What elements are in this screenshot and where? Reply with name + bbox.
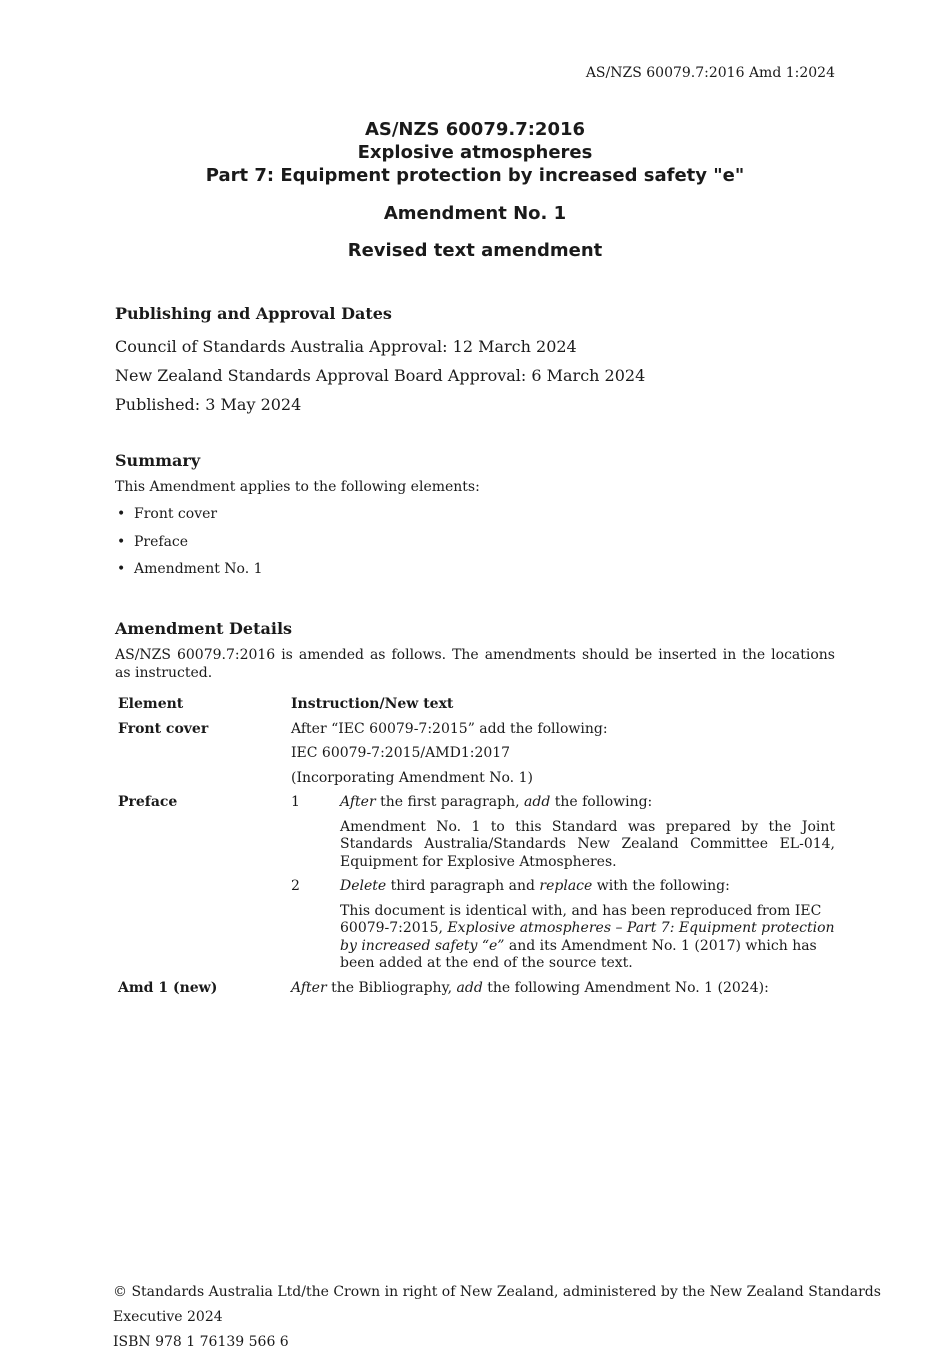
front-cover-instruction: After “IEC 60079-7:2015” add the following: [291,720,608,737]
approval-line-new-zealand: New Zealand Standards Approval Board Approval: 6 March 2024 [115,366,646,385]
row-element-amd1: Amd 1 (new) [118,979,218,996]
amendment-details-heading: Amendment Details [115,619,293,638]
summary-section [115,450,835,584]
header-doc-reference: AS/NZS 60079.7:2016 Amd 1:2024 [585,65,835,81]
table-row [115,973,835,998]
column-header-instruction: Instruction/New text [291,696,454,712]
front-cover-new-text-note: (Incorporating Amendment No. 1) [291,769,533,786]
list-item: • Front cover [115,501,835,529]
approval-line-australia: Council of Standards Australia Approval: 12 March 2024 [115,337,577,356]
preface-item1-new-text: Amendment No. 1 to this Standard was prepared by the Joint Standards Australia/Standards New Zealand Committee EL-014, Equipment for Explosive Atmospheres. [340,818,835,870]
summary-heading: Summary [115,451,201,470]
row-element-preface: Preface [118,794,178,810]
publishing-section [115,303,835,419]
table-row [115,896,835,973]
summary-list [115,501,835,584]
table-row [115,871,835,896]
amendment-details-intro: AS/NZS 60079.7:2016 is amended as follows. The amendments should be inserted in the locations as instructed. [115,647,835,681]
isbn: ISBN 978 1 76139 566 6 [113,1334,289,1350]
column-header-element: Element [118,696,184,712]
list-item: • Amendment No. 1 [115,556,835,584]
amendment-number: Amendment No. 1 [383,203,567,224]
list-item: • Preface [115,529,835,557]
table-header-row [115,696,835,714]
preface-item2-new-text: This document is identical with, and has been reproduced from IEC 60079-7:2015, Explosive atmospheres – Part 7: Equipment protection by increased safety “e” and its Amendment No. 1 (2017) which has been added at the end of the source text. [340,902,835,971]
preface-item2-instruction: Delete third paragraph and replace with the following: [340,878,730,894]
table-row [115,812,835,872]
amendment-details-section [115,618,835,997]
preface-item-number: 2 [291,878,300,894]
title-block [0,118,950,261]
amd1-instruction: After the Bibliography, add the following Amendment No. 1 (2024): [291,979,769,996]
preface-item1-instruction: After the first paragraph, add the following: [340,794,653,810]
table-row [115,763,835,788]
standard-subject: Explosive atmospheres [357,142,593,163]
amendment-table [115,696,835,997]
standard-number: AS/NZS 60079.7:2016 [364,119,586,140]
copyright-notice: © Standards Australia Ltd/the Crown in right of New Zealand, administered by the New Zealand Standards Executive 2024 [113,1284,881,1325]
table-row [115,714,835,739]
table-row [115,738,835,763]
amendment-type: Revised text amendment [347,240,603,261]
publishing-heading: Publishing and Approval Dates [115,304,392,323]
summary-intro: This Amendment applies to the following elements: [115,479,480,495]
table-row [115,787,835,812]
front-cover-new-text: IEC 60079-7:2015/AMD1:2017 [291,745,511,761]
published-date-line: Published: 3 May 2024 [115,395,302,414]
preface-item-number: 1 [291,794,300,810]
row-element-front-cover: Front cover [118,720,209,737]
standard-part-title: Part 7: Equipment protection by increased safety "e" [205,165,745,186]
